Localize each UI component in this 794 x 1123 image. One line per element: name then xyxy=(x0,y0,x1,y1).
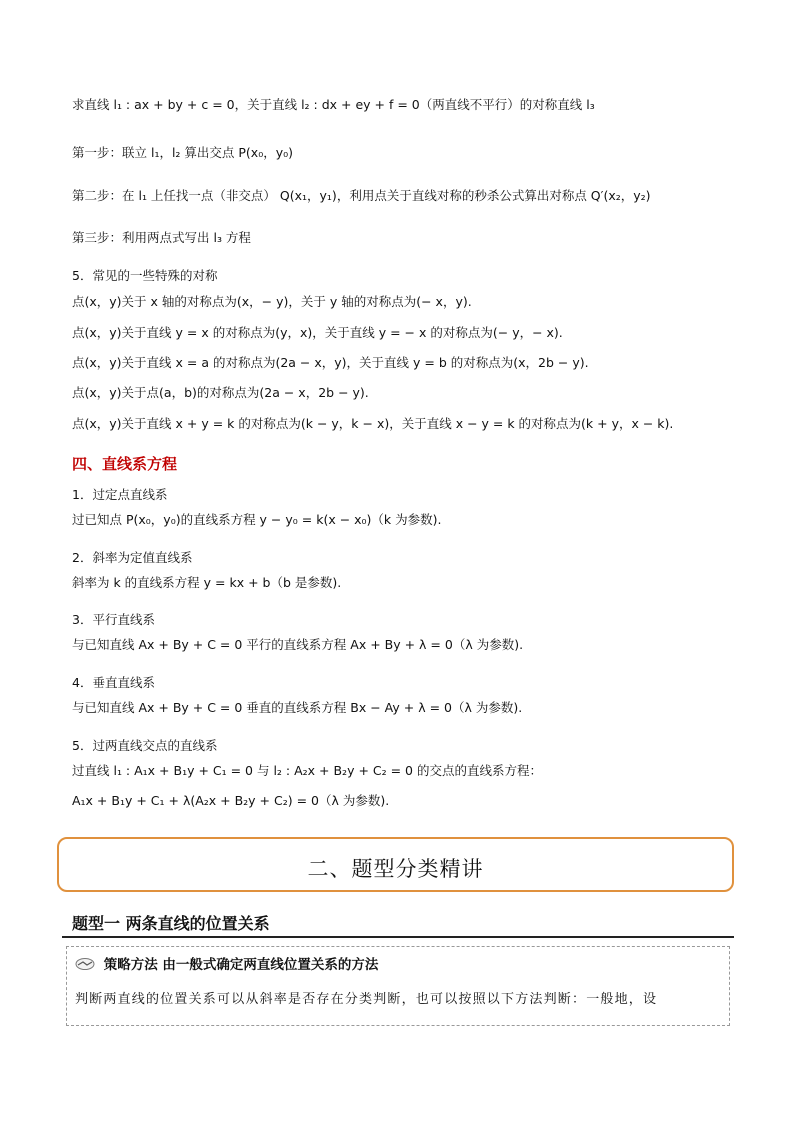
strategy-box xyxy=(66,946,730,1026)
strategy-title: 策略方法 由一般式确定两直线位置关系的方法 xyxy=(103,957,379,973)
text-line-special-title: 5．常见的一些特殊的对称 xyxy=(72,268,218,283)
text-line-step-3: 第三步：利用两点式写出 l₃ 方程 xyxy=(72,230,251,245)
section-banner-title: 二、题型分类精讲 xyxy=(307,857,484,881)
text-line-step-1: 第一步：联立 l₁，l₂ 算出交点 P(x₀，y₀) xyxy=(72,145,293,160)
text-line-intersection-title: 5．过两直线交点的直线系 xyxy=(72,738,218,753)
text-line-fixed-point-title: 1．过定点直线系 xyxy=(72,487,168,502)
text-line-fixed-point-body: 过已知点 P(x₀，y₀)的直线系方程 y − y₀ = k(x − x₀)（k 为参数). xyxy=(72,512,442,527)
text-line-reflect-line-problem: 求直线 l₁ : ax + by + c = 0，关于直线 l₂ : dx + ey + f = 0（两直线不平行）的对称直线 l₃ xyxy=(72,97,595,112)
text-line-slope-body: 斜率为 k 的直线系方程 y = kx + b（b 是参数). xyxy=(72,575,342,590)
handshake-icon xyxy=(75,957,95,971)
text-line-parallel-title: 3．平行直线系 xyxy=(72,612,155,627)
strategy-body-text: 判断两直线的位置关系可以从斜率是否存在分类判断，也可以按照以下方法判断：一般地，设 xyxy=(75,992,658,1007)
text-line-perpendicular-body: 与已知直线 Ax + By + C = 0 垂直的直线系方程 Bx − Ay + λ = 0（λ 为参数). xyxy=(72,700,523,715)
text-line-perpendicular-title: 4．垂直直线系 xyxy=(72,675,155,690)
question-type-heading: 题型一 两条直线的位置关系 xyxy=(72,914,270,933)
text-line-intersection-body-2: A₁x + B₁y + C₁ + λ(A₂x + B₂y + C₂) = 0（λ 为参数). xyxy=(72,793,390,808)
text-line-special-5: 点(x，y)关于直线 x + y = k 的对称点为(k − y，k − x)，关于直线 x − y = k 的对称点为(k + y，x − k). xyxy=(72,416,674,431)
text-line-step-2: 第二步：在 l₁ 上任找一点（非交点） Q(x₁，y₁)，利用点关于直线对称的秒杀公式算出对称点 Q′(x₂，y₂) xyxy=(72,188,651,203)
text-line-slope-title: 2．斜率为定值直线系 xyxy=(72,550,193,565)
heading-divider xyxy=(62,936,734,938)
text-line-special-1: 点(x，y)关于 x 轴的对称点为(x，− y)，关于 y 轴的对称点为(− x，y). xyxy=(72,294,472,309)
strategy-title-row xyxy=(75,953,378,973)
text-line-special-4: 点(x，y)关于点(a，b)的对称点为(2a − x，2b − y). xyxy=(72,385,369,400)
text-line-special-2: 点(x，y)关于直线 y = x 的对称点为(y，x)，关于直线 y = − x 的对称点为(− y，− x). xyxy=(72,325,563,340)
section-heading-line-system: 四、直线系方程 xyxy=(72,455,178,473)
text-line-special-3: 点(x，y)关于直线 x = a 的对称点为(2a − x，y)，关于直线 y = b 的对称点为(x，2b − y). xyxy=(72,355,589,370)
section-banner xyxy=(57,837,734,892)
text-line-parallel-body: 与已知直线 Ax + By + C = 0 平行的直线系方程 Ax + By + λ = 0（λ 为参数). xyxy=(72,637,524,652)
text-line-intersection-body-1: 过直线 l₁ : A₁x + B₁y + C₁ = 0 与 l₂ : A₂x + B₂y + C₂ = 0 的交点的直线系方程： xyxy=(72,763,542,778)
